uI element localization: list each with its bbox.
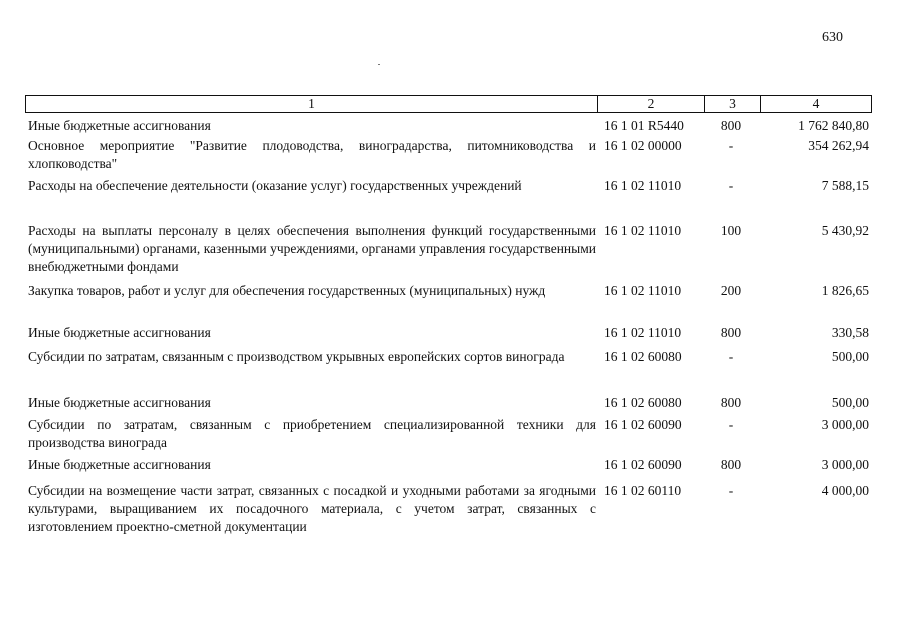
row-name: Субсидии по затратам, связанным с производством укрывных европейских сортов винограда [28,349,565,364]
row-type: - [728,417,734,432]
row-name: Иные бюджетные ассигнования [28,325,211,340]
column-header-table [25,95,872,113]
row-name: Субсидии на возмещение части затрат, связанных с посадкой и уходными работами за ягодными культурами, выращиванием их посадочного материала, с учетом затрат, связанных с изготовлением проектно-сметной документации [28,483,596,534]
row-type: - [728,178,734,193]
header-col-4: 4 [761,96,872,113]
row-code: 16 1 02 60090 [604,417,682,432]
row-sum: 3 000,00 [821,417,869,432]
row-sum: 1 762 840,80 [798,118,869,133]
row-code: 16 1 02 60080 [604,349,682,364]
row-code: 16 1 02 11010 [604,178,682,193]
row-name: Закупка товаров, работ и услуг для обеспечения государственных (муниципальных) нужд [28,283,546,298]
row-sum: 330,58 [831,325,869,340]
row-sum: 500,00 [831,349,869,364]
row-type: - [728,483,734,498]
row-code: 16 1 02 00000 [604,138,682,153]
header-row [26,96,872,113]
row-code: 16 1 01 R5440 [604,118,684,133]
row-type: - [728,138,734,153]
row-name: Основное мероприятие "Развитие плодоводства, виноградарства, питомниководства и хлопководства" [28,138,596,171]
page-number: 630 [822,30,843,45]
row-type: 800 [720,118,742,133]
row-code: 16 1 02 60080 [604,395,682,410]
row-name: Иные бюджетные ассигнования [28,457,211,472]
row-code: 16 1 02 60110 [604,483,682,498]
row-type: 100 [720,223,742,238]
header-col-3: 3 [705,96,761,113]
row-sum: 1 826,65 [821,283,869,298]
row-sum: 3 000,00 [821,457,869,472]
row-code: 16 1 02 11010 [604,325,682,340]
row-sum: 500,00 [831,395,869,410]
row-name: Субсидии по затратам, связанным с приобретением специализированной техники для производства винограда [28,417,596,450]
row-sum: 5 430,92 [821,223,869,238]
row-code: 16 1 02 60090 [604,457,682,472]
row-type: 200 [720,283,742,298]
header-col-2: 2 [598,96,705,113]
row-type: 800 [720,457,742,472]
scan-speck [378,64,380,65]
row-name: Расходы на обеспечение деятельности (оказание услуг) государственных учреждений [28,178,522,193]
row-name: Иные бюджетные ассигнования [28,395,211,410]
row-type: 800 [720,325,742,340]
row-type: 800 [720,395,742,410]
row-sum: 354 262,94 [808,138,869,153]
row-code: 16 1 02 11010 [604,223,682,238]
row-name: Иные бюджетные ассигнования [28,118,211,133]
row-name: Расходы на выплаты персоналу в целях обеспечения выполнения функций государственными (муниципальными) органами, казенными учреждениями, органами управления государственными внебюджетными фондами [28,223,596,274]
row-sum: 7 588,15 [821,178,869,193]
row-sum: 4 000,00 [821,483,869,498]
header-col-1: 1 [26,96,598,113]
row-code: 16 1 02 11010 [604,283,682,298]
row-type: - [728,349,734,364]
